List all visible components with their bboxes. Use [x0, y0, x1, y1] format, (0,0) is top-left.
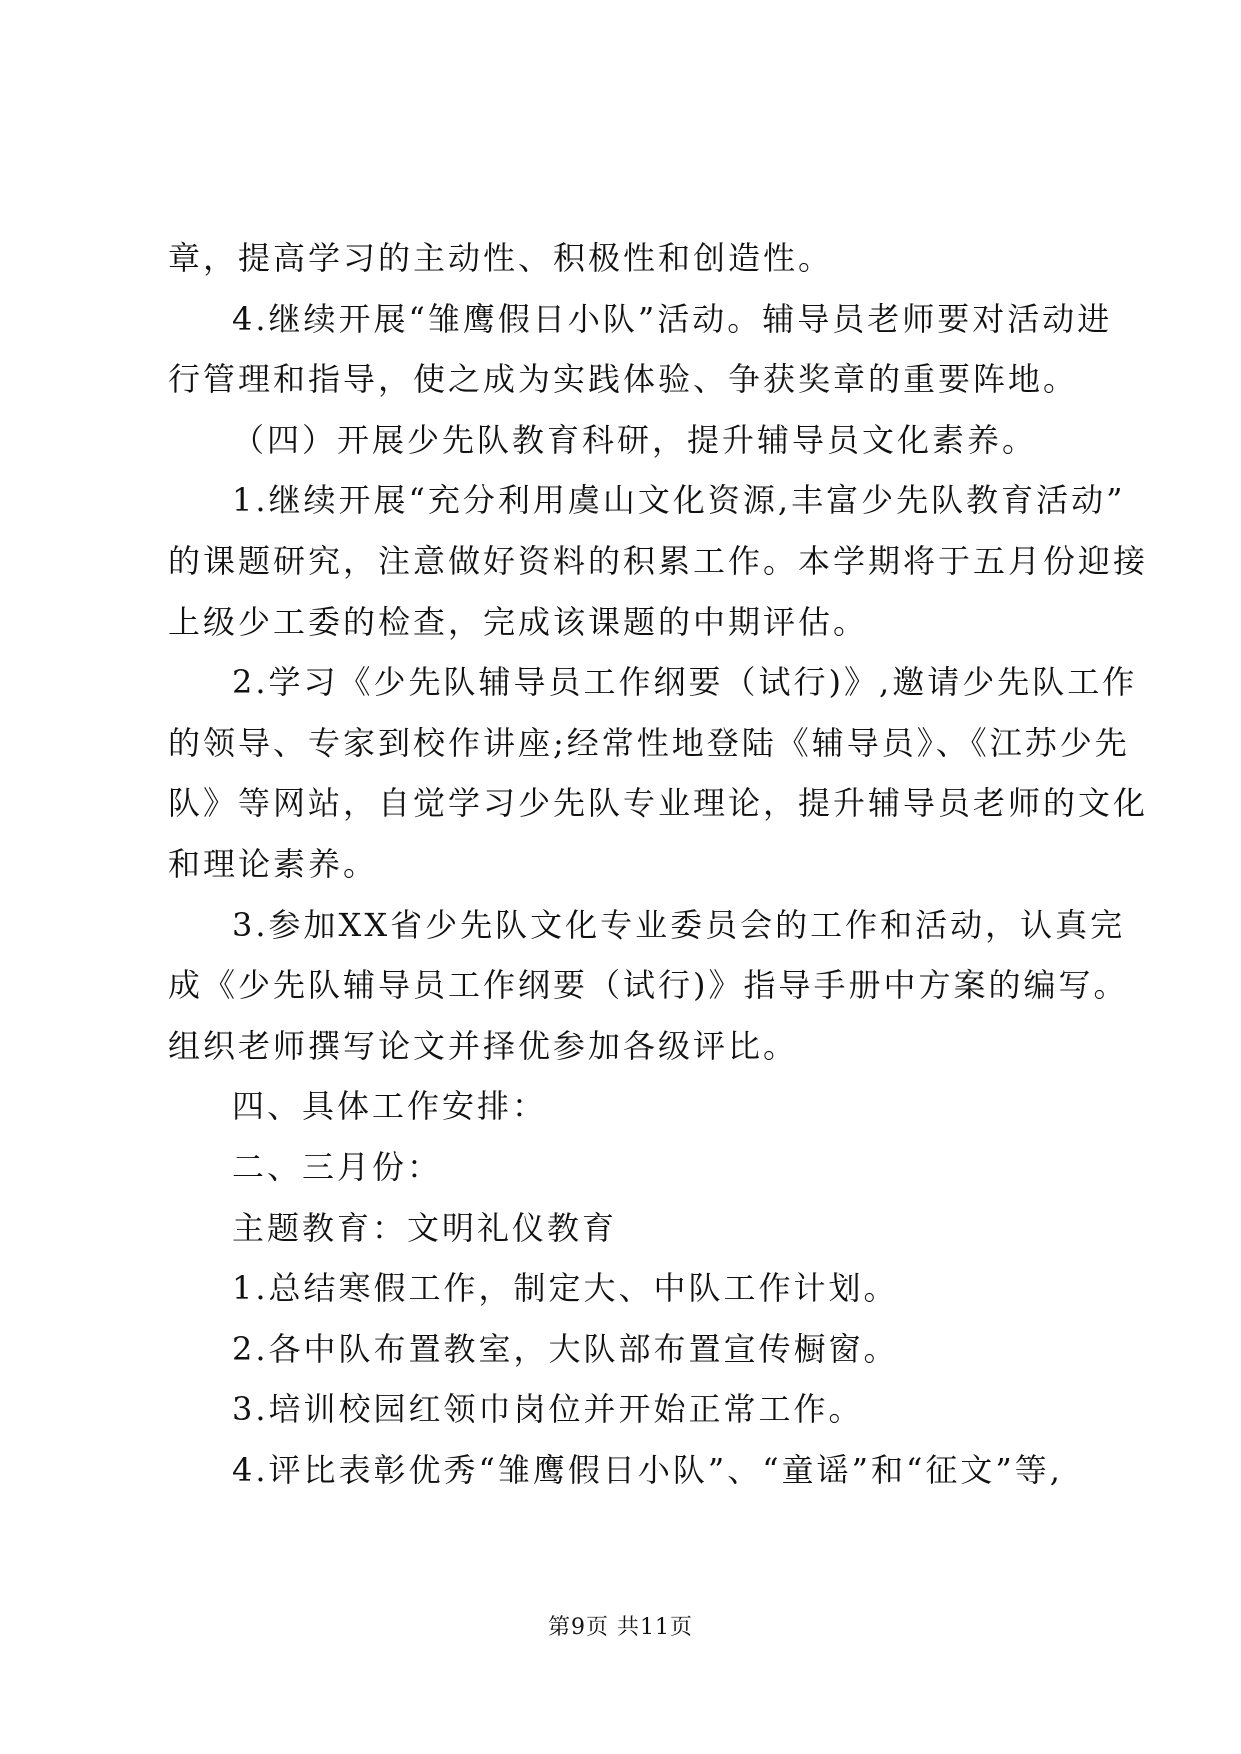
- body-line: 成《少先队辅导员工作纲要（试行)》指导手册中方案的编写。: [168, 966, 1129, 1005]
- theme-line: 主题教育：文明礼仪教育: [232, 1208, 618, 1247]
- body-line: 的课题研究，注意做好资料的积累工作。本学期将于五月份迎接: [168, 541, 1149, 580]
- body-line: 上级少工委的检查，完成该课题的中期评估。: [168, 602, 869, 641]
- body-line: 3.参加XX省少先队文化专业委员会的工作和活动，认真完: [232, 905, 1126, 944]
- page-number-footer: 第9页 共11页: [548, 1615, 693, 1640]
- body-line: 2.学习《少先队辅导员工作纲要（试行)》,邀请少先队工作: [232, 663, 1138, 702]
- section-heading: （四）开展少先队教育科研，提升辅导员文化素养。: [232, 420, 1038, 459]
- body-line: 组织老师撰写论文并择优参加各级评比。: [168, 1026, 799, 1065]
- list-item: 2.各中队布置教室，大队部布置宣传橱窗。: [232, 1329, 899, 1368]
- list-item: 4.评比表彰优秀“雏鹰假日小队”、“童谣”和“征文”等,: [232, 1450, 1063, 1489]
- list-item: 3.培训校园红领巾岗位并开始正常工作。: [232, 1390, 864, 1429]
- body-line: 和理论素养。: [168, 844, 379, 883]
- body-line: 行管理和指导，使之成为实践体验、争获奖章的重要阵地。: [168, 360, 1079, 399]
- document-body: [168, 228, 1149, 1500]
- body-line: 章，提高学习的主动性、积极性和创造性。: [168, 239, 834, 277]
- body-line: 4.继续开展“雏鹰假日小队”活动。辅导员老师要对活动进: [232, 299, 1113, 338]
- body-line: 队》等网站，自觉学习少先队专业理论，提升辅导员老师的文化: [168, 784, 1149, 823]
- section-heading: 四、具体工作安排：: [232, 1087, 548, 1126]
- list-item: 1.总结寒假工作，制定大、中队工作计划。: [232, 1269, 899, 1308]
- body-line: 1.继续开展“充分利用虞山文化资源,丰富少先队教育活动”: [232, 481, 1126, 520]
- subsection-heading: 二、三月份：: [232, 1147, 443, 1186]
- body-line: 的领导、专家到校作讲座;经常性地登陆《辅导员》、《江苏少先: [168, 723, 1130, 762]
